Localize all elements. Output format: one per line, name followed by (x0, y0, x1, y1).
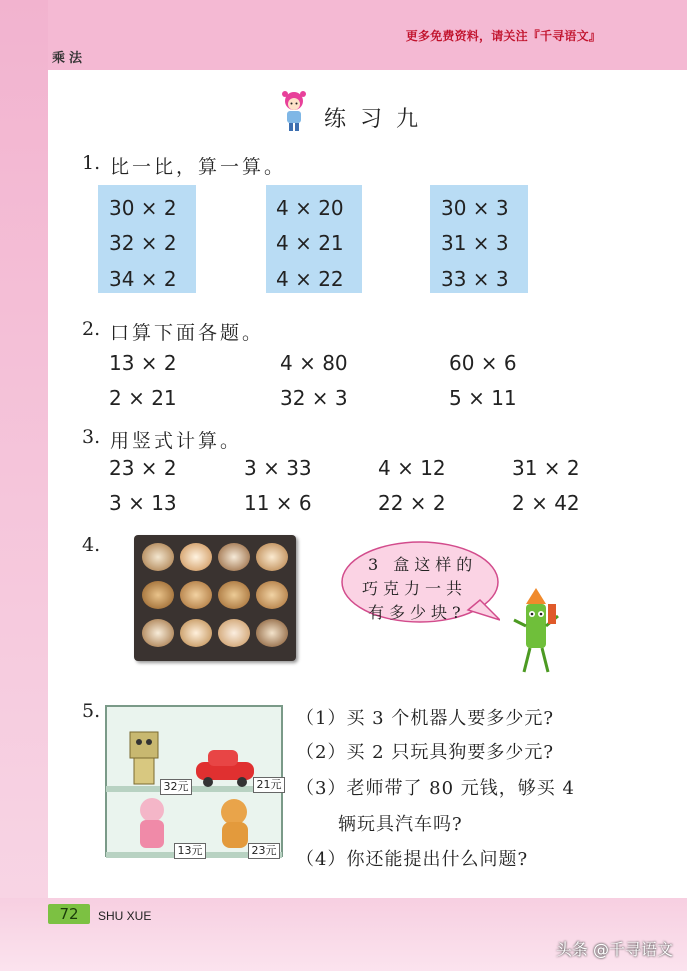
q5-subquestion: （1）买 3 个机器人要多少元? (296, 708, 554, 729)
q3-expression: 3 × 33 (244, 456, 312, 480)
q2-prompt: 口算下面各题。 (110, 322, 265, 344)
q1-expression: 34 × 2 (109, 267, 177, 291)
q2-expression: 60 × 6 (449, 351, 517, 375)
chocolate-piece (180, 543, 212, 571)
q3-prompt: 用竖式计算。 (110, 430, 243, 452)
q1-prompt: 比一比，算一算。 (110, 156, 287, 178)
q5-subquestion: （2）买 2 只玩具狗要多少元? (296, 742, 554, 763)
chapter-label: 乘法 (52, 51, 87, 66)
q5-subquestion: （4）你还能提出什么问题? (296, 849, 529, 870)
chocolate-piece (256, 581, 288, 609)
chocolate-piece (142, 581, 174, 609)
chocolate-box-image (134, 535, 296, 661)
header-watermark: 更多免费资料，请关注『千寻语文』 (405, 29, 601, 43)
q1-expression: 4 × 20 (276, 196, 344, 220)
q3-number: 3. (82, 426, 101, 448)
q1-expression: 4 × 21 (276, 231, 344, 255)
price-tag: 23元 (248, 843, 280, 859)
bubble-line: 巧克力一共 (362, 579, 468, 598)
q3-expression: 23 × 2 (109, 456, 177, 480)
q1-number: 1. (82, 152, 101, 174)
q2-number: 2. (82, 318, 101, 340)
q2-expression: 5 × 11 (449, 386, 517, 410)
q3-expression: 22 × 2 (378, 491, 446, 515)
q3-expression: 3 × 13 (109, 491, 177, 515)
q1-expression: 30 × 3 (441, 196, 509, 220)
price-tag: 32元 (160, 779, 192, 795)
girl-mascot-icon (276, 90, 312, 134)
chocolate-piece (256, 543, 288, 571)
q1-expression: 30 × 2 (109, 196, 177, 220)
q4-number: 4. (82, 534, 101, 556)
subject-label: SHU XUE (98, 909, 152, 923)
q2-expression: 4 × 80 (280, 351, 348, 375)
chocolate-piece (142, 619, 174, 647)
q5-subquestion: （3）老师带了 80 元钱，够买 4 (296, 778, 575, 799)
q2-expression: 2 × 21 (109, 386, 177, 410)
chocolate-piece (180, 581, 212, 609)
page-number: 72 (48, 904, 90, 924)
q5-number: 5. (82, 700, 101, 722)
bubble-line: 有多少块? (368, 603, 466, 622)
q1-expression: 32 × 2 (109, 231, 177, 255)
chocolate-piece (218, 619, 250, 647)
q5-subquestion: 辆玩具汽车吗? (338, 814, 463, 835)
left-margin-strip (0, 0, 48, 971)
chocolate-piece (142, 543, 174, 571)
q3-expression: 31 × 2 (512, 456, 580, 480)
price-tag: 21元 (253, 777, 285, 793)
q1-expression: 4 × 22 (276, 267, 344, 291)
pencil-character-icon (508, 586, 564, 678)
bubble-line: 3 盒这样的 (368, 555, 478, 574)
q2-expression: 32 × 3 (280, 386, 348, 410)
chocolate-piece (180, 619, 212, 647)
exercise-title: 练习九 (324, 107, 433, 132)
chocolate-piece (256, 619, 288, 647)
q3-expression: 11 × 6 (244, 491, 312, 515)
chocolate-piece (218, 543, 250, 571)
q3-expression: 2 × 42 (512, 491, 580, 515)
q2-expression: 13 × 2 (109, 351, 177, 375)
price-tag: 13元 (174, 843, 206, 859)
q3-expression: 4 × 12 (378, 456, 446, 480)
q1-expression: 33 × 3 (441, 267, 509, 291)
q1-expression: 31 × 3 (441, 231, 509, 255)
footer-watermark: 头条 @千寻语文 (555, 940, 673, 959)
chocolate-piece (218, 581, 250, 609)
